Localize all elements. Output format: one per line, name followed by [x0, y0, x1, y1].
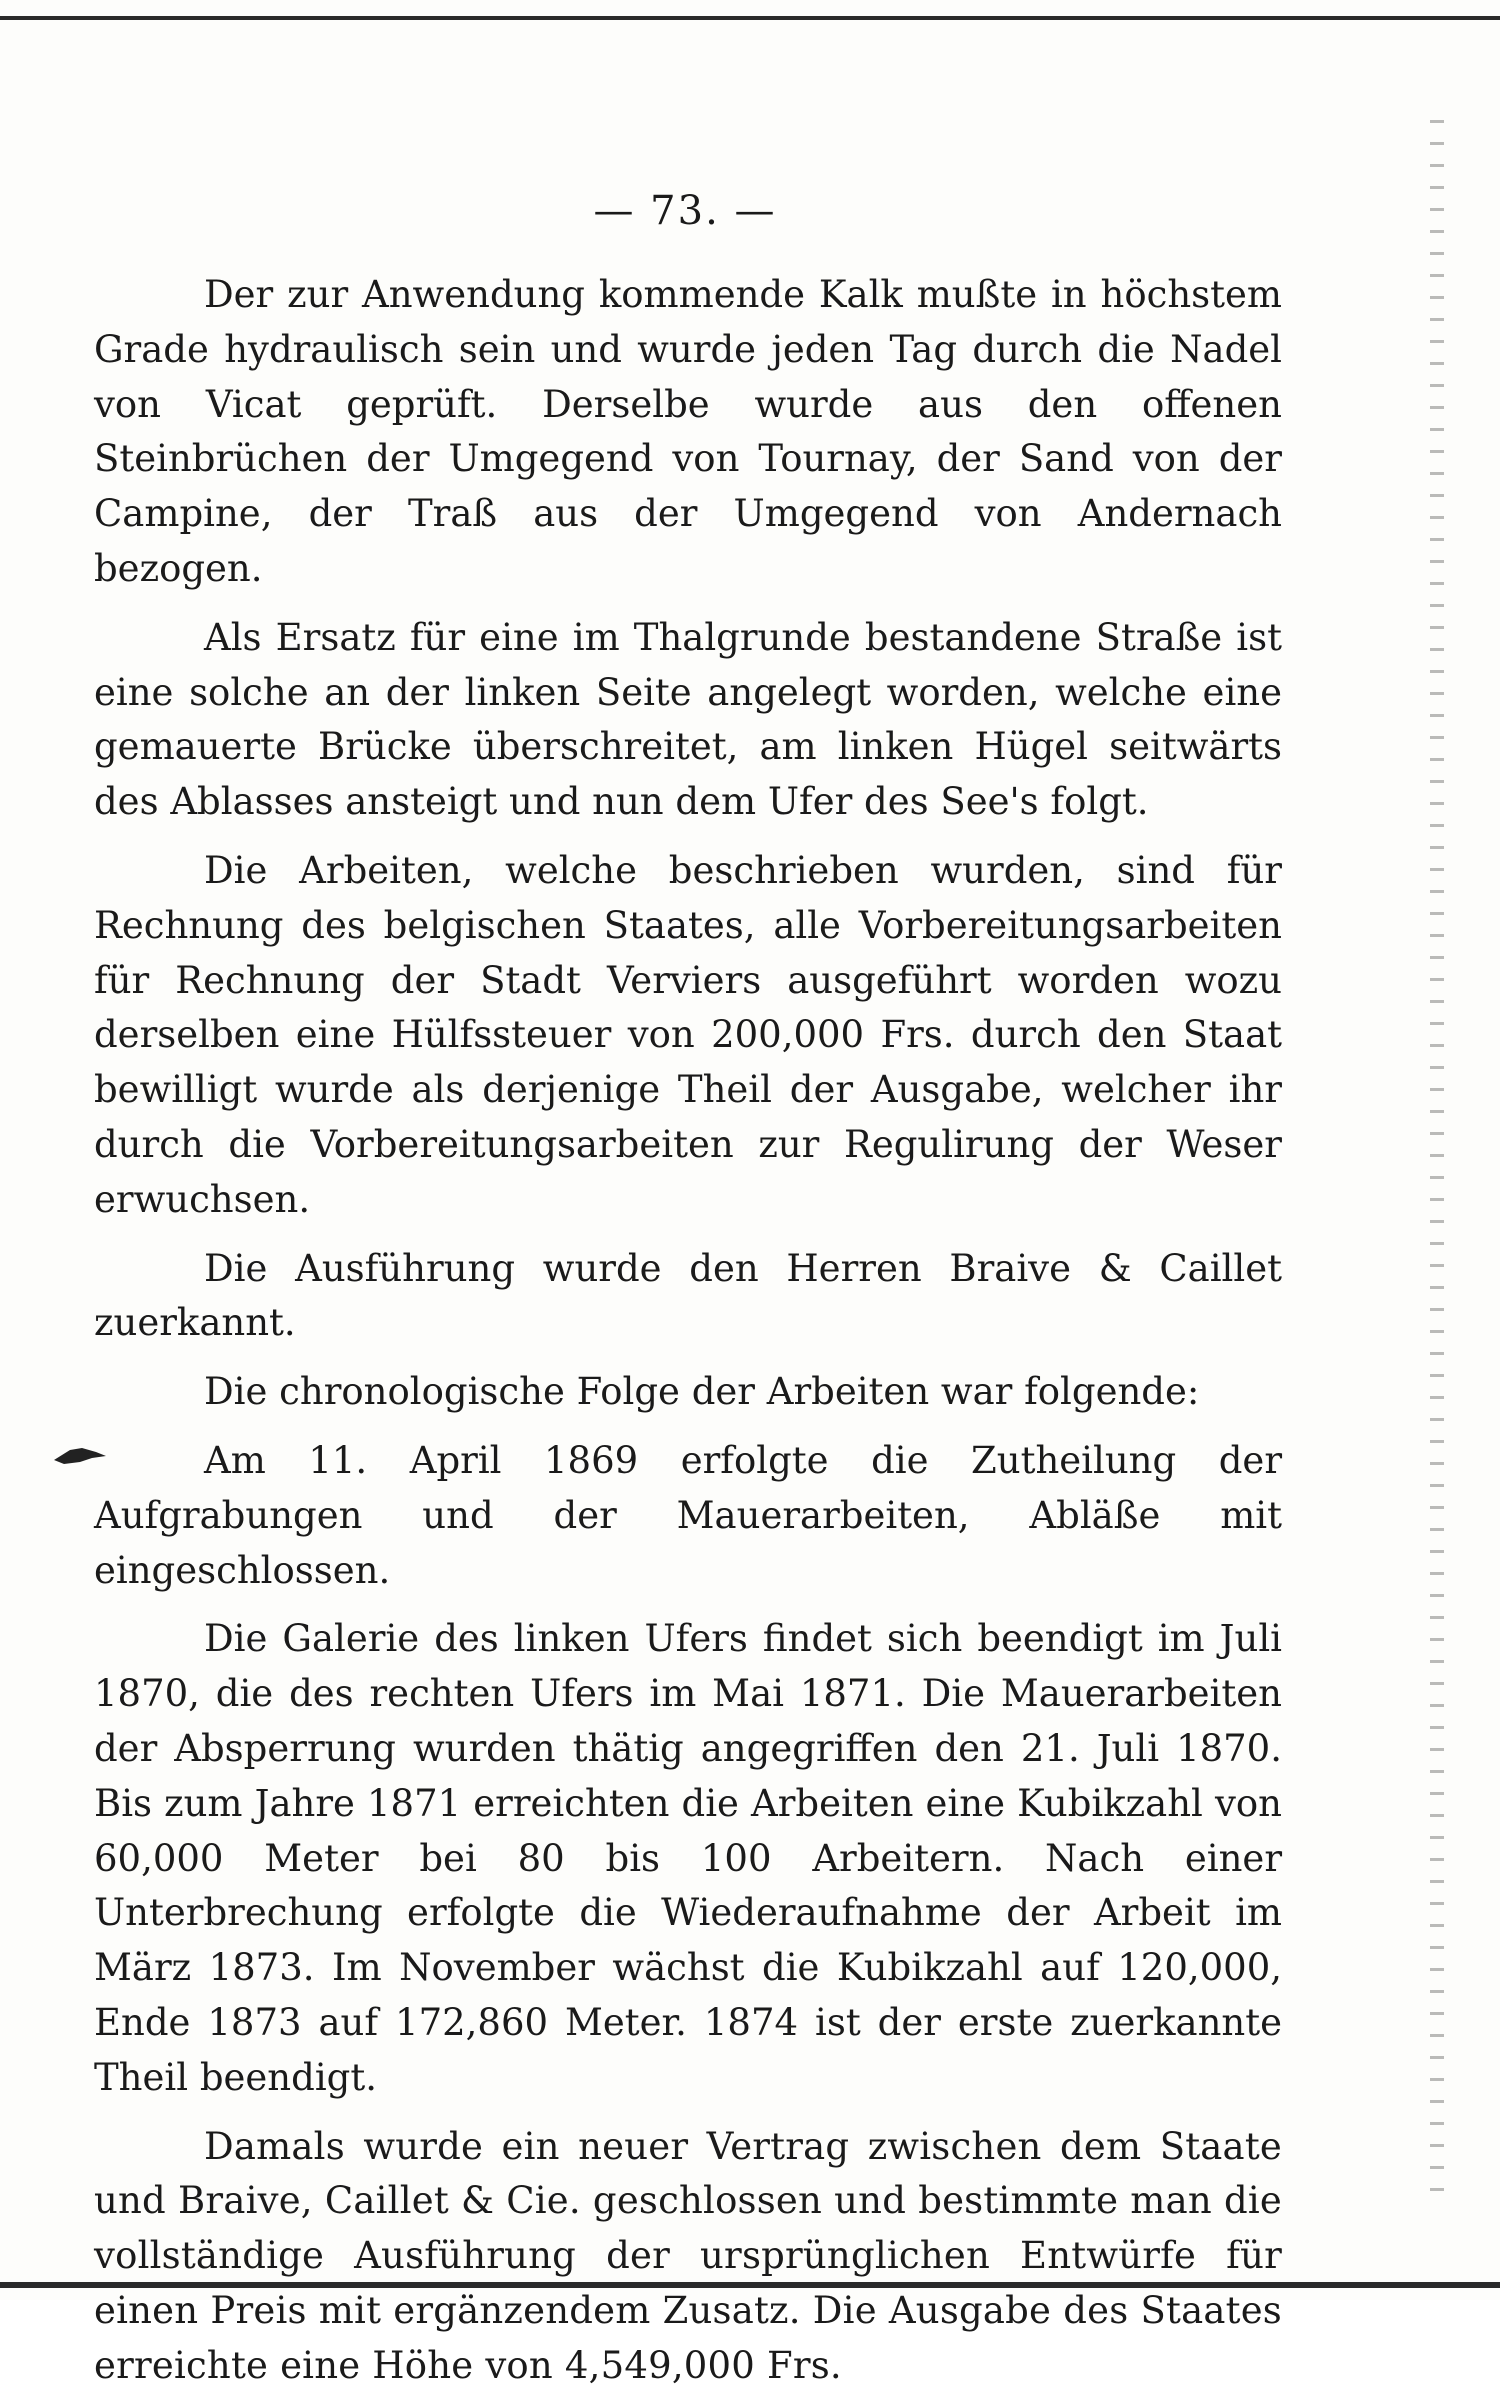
paragraph-progress: Die Galerie des linken Ufers findet sich beendigt im Juli 1870, die des rechten Ufers im Mai 1871. Die Mauerarbeiten der Absperrung wurden thätig angegriffen den 21. Juli 1870. Bis zum Jahre 1871 erreichten die Arbeiten eine Kubikzahl von 60,000 Meter bei 80 bis 100 Arbeitern. Nach einer Unterbrechung erfolgte die Wiederaufnahme der Arbeit im März 1873. Im November wächst die Kubikzahl auf 120,000, Ende 1873 auf 172,860 Meter. 1874 ist der erste zuerkannte Theil beendigt. [94, 1617, 1282, 2099]
paragraph-chronology-intro: Die chronologische Folge der Arbeiten war folgende: [204, 1370, 1200, 1414]
paragraph-new-contract: Damals wurde ein neuer Vertrag zwischen dem Staate und Braive, Caillet & Cie. geschlossen und bestimmte man die vollständige Ausführung der ursprünglichen Entwürfe für einen Preis mit ergänzendem Zusatz. Die Ausgabe des Staates erreichte eine Höhe von 4,549,000 Frs. [94, 2124, 1282, 2387]
paragraph-road-replacement: Als Ersatz für eine im Thalgrunde bestandene Straße ist eine solche an der linken Seite angelegt worden, welche eine gemauerte Brücke überschreitet, am linken Hügel seitwärts des Ablasses ansteigt und nun dem Ufer des See's folgt. [94, 615, 1282, 824]
binding-edge-marks [1430, 120, 1444, 2200]
paragraph-allocation-1869: Am 11. April 1869 erfolgte die Zutheilung der Aufgrabungen und der Mauerarbeiten, Abläße mit eingeschlossen. [94, 1438, 1282, 1592]
paragraph-contractors: Die Ausführung wurde den Herren Braive & Caillet zuerkannt. [94, 1246, 1282, 1345]
page-number: — 73. — [593, 188, 777, 234]
paragraph-financing: Die Arbeiten, welche beschrieben wurden, sind für Rechnung des belgischen Staates, alle Vorbereitungsarbeiten für Rechnung der Stadt Verviers ausgeführt worden wozu derselben eine Hülfssteuer von 200,000 Frs. durch den Staat bewilligt wurde als derjenige Theil der Ausgabe, welcher ihr durch die Vorbereitungsarbeiten zur Regulirung der Weser erwuchsen. [94, 848, 1282, 1221]
paragraph-lime-supply: Der zur Anwendung kommende Kalk mußte in höchstem Grade hydraulisch sein und wurde jeden Tag durch die Nadel von Vicat geprüft. Derselbe wurde aus den offenen Steinbrüchen der Umgegend von Tournay, der Sand von der Campine, der Traß aus der Umgegend von Andernach bezogen. [94, 273, 1282, 590]
body-text [94, 268, 1282, 2407]
top-border-line [0, 16, 1500, 20]
bottom-border-line [0, 2282, 1500, 2288]
